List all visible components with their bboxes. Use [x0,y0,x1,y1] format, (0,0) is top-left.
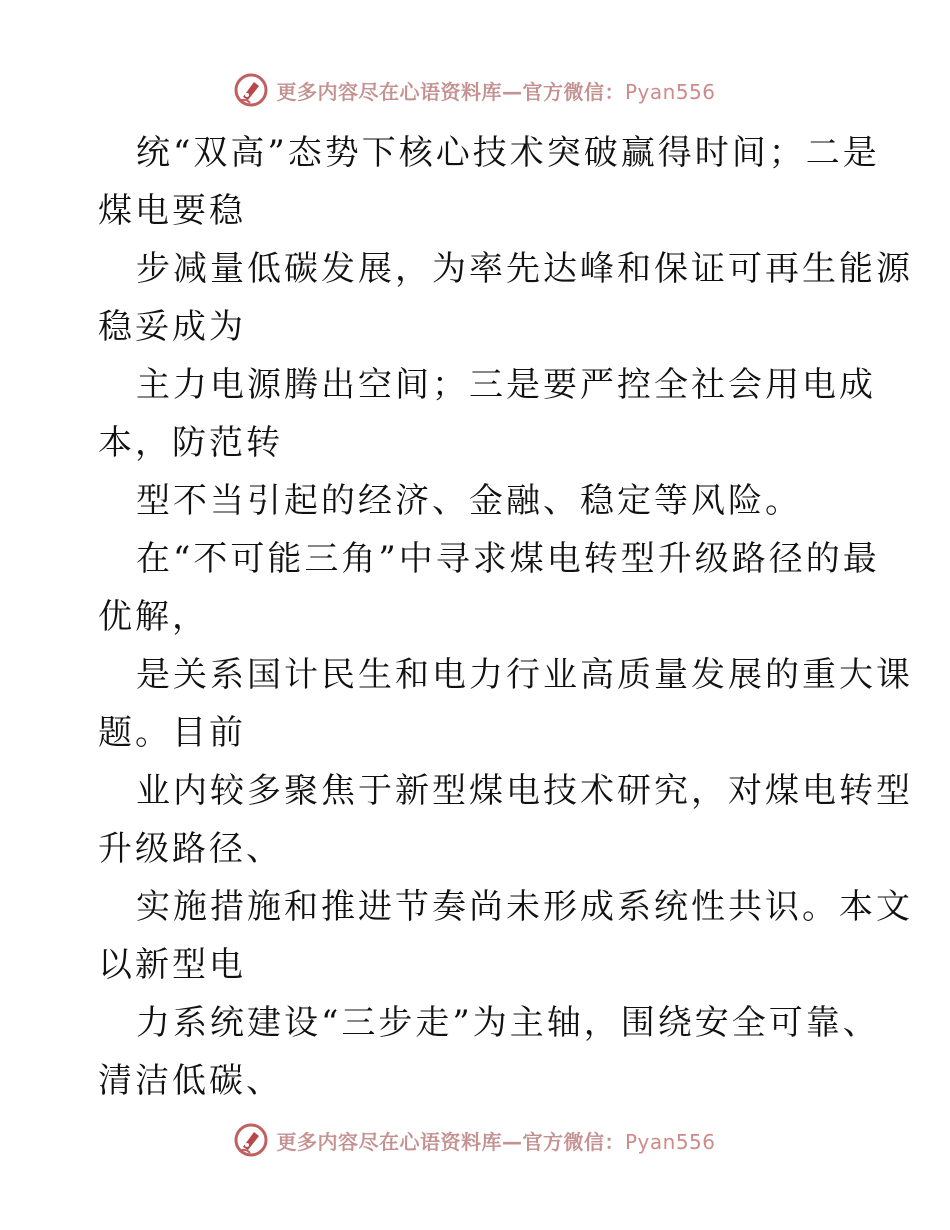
text-line: 题。目前 [98,713,246,753]
watermark-prefix: 更多内容尽在心语资料库—官方微信： [276,79,625,104]
footer-watermark [0,1120,950,1160]
text-line: 在“不可能三角”中寻求煤电转型升级路径的最 [136,539,880,579]
watermark-id: Pyan556 [624,1129,716,1154]
text-line: 主力电源腾出空间；三是要严控全社会用电成 [136,365,876,405]
text-line: 实施措施和推进节奏尚未形成系统性共识。本文 [136,887,913,927]
text-line: 优解， [98,597,209,637]
pen-nib-logo-icon [234,1123,268,1157]
document-body [98,124,913,1110]
pen-nib-logo-icon [234,73,268,107]
text-line: 统“双高”态势下核心技术突破赢得时间；二是 [136,133,880,173]
text-line: 清洁低碳、 [98,1061,283,1101]
watermark-id: Pyan556 [624,79,716,104]
watermark-prefix: 更多内容尽在心语资料库—官方微信： [276,1129,625,1154]
watermark-text [276,1126,715,1155]
text-line: 步减量低碳发展，为率先达峰和保证可再生能源 [136,249,913,289]
text-line: 升级路径、 [98,829,283,869]
text-line: 煤电要稳 [98,191,246,231]
text-line: 以新型电 [98,945,246,985]
text-line: 是关系国计民生和电力行业高质量发展的重大课 [136,655,913,695]
text-line: 稳妥成为 [98,307,246,347]
text-line: 本，防范转 [98,423,283,463]
text-line: 力系统建设“三步走”为主轴，围绕安全可靠、 [136,1003,880,1043]
text-line: 业内较多聚焦于新型煤电技术研究，对煤电转型 [136,771,913,811]
watermark-text [276,76,715,105]
text-line: 型不当引起的经济、金融、稳定等风险。 [136,481,802,521]
header-watermark [0,70,950,110]
